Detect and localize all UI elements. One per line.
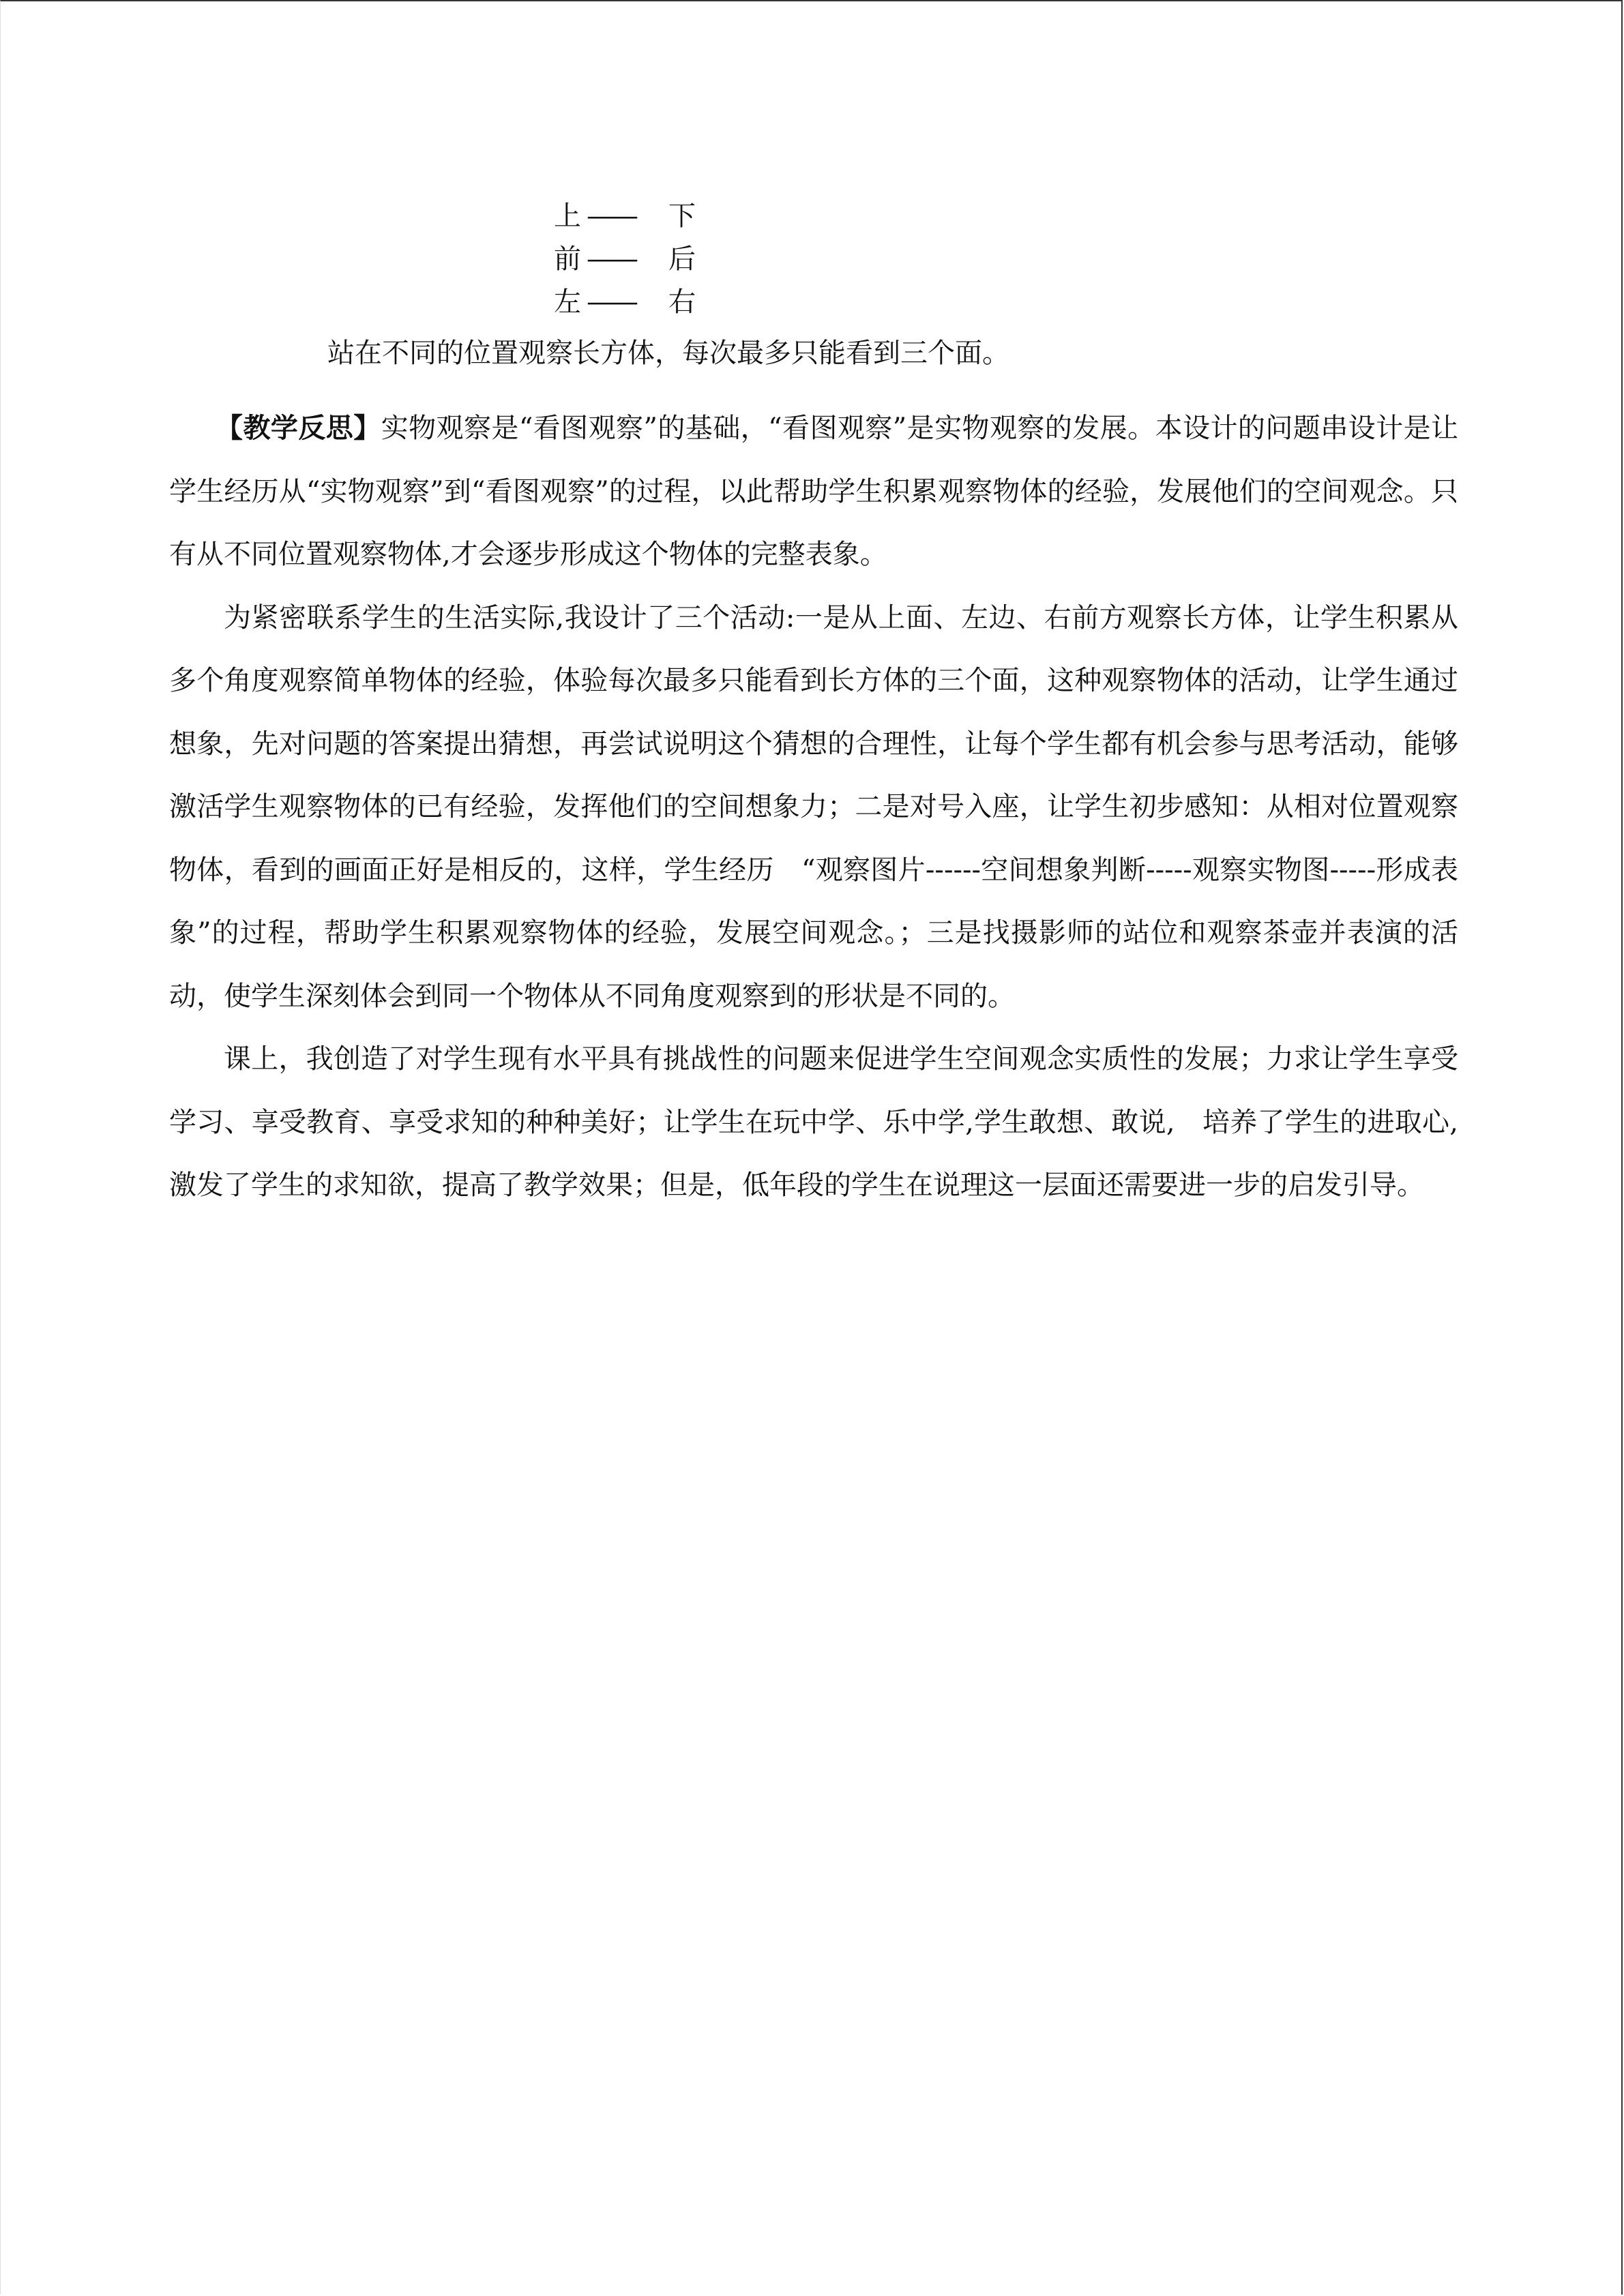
direction-pair	[554, 281, 701, 324]
pair-dash: ——	[587, 286, 636, 318]
reflection-paragraph-1-text: 实物观察是“看图观察”的基础，“看图观察”是实物观察的发展。本设计的问题串设计是让学生经历从“实物观察”到“看图观察”的过程，以此帮助学生积累观察物体的经验，发展他们的空间观念。只有从不同位置观察物体,才会逐步形成这个物体的完整表象。	[169, 413, 1459, 570]
pair-first-word: 前	[554, 243, 581, 275]
reflection-label: 【教学反思】	[216, 412, 381, 444]
direction-pair	[554, 238, 701, 281]
direction-pair	[554, 195, 701, 238]
pair-first-word: 左	[554, 286, 581, 318]
pair-first-word: 上	[554, 200, 581, 232]
reflection-paragraph-2: 为紧密联系学生的生活实际,我设计了三个活动:一是从上面、左边、右前方观察长方体，让学生积累从多个角度观察简单物体的经验，体验每次最多只能看到长方体的三个面，这种观察物体的活动，让学生通过想象，先对问题的答案提出猜想，再尝试说明这个猜想的合理性，让每个学生都有机会参与思考活动，能够激活学生观察物体的已有经验，发挥他们的空间想象力；二是对号入座，让学生初步感知：从相对位置观察物体，看到的画面正好是相反的，这样，学生经历 “观察图片------空间想象判断-----观察实物图-----形成表象”的过程，帮助学生积累观察物体的经验，发展空间观念。；三是找摄影师的站位和观察茶壶并表演的活动，使学生深刻体会到同一个物体从不同角度观察到的形状是不同的。	[169, 601, 1458, 1012]
reflection-section	[169, 397, 1458, 1217]
pair-second-word: 右	[668, 286, 696, 318]
direction-pair-list	[554, 195, 701, 324]
reflection-paragraph-1	[169, 397, 1458, 586]
pair-second-word: 下	[668, 200, 696, 232]
pair-dash: ——	[587, 243, 636, 275]
reflection-paragraph-3: 课上，我创造了对学生现有水平具有挑战性的问题来促进学生空间观念实质性的发展；力求让学生享受学习、享受教育、享受求知的种种美好；让学生在玩中学、乐中学,学生敢想、敢说, 培养了学生的进取心,激发了学生的求知欲，提高了教学效果；但是，低年段的学生在说理这一层面还需要进一步的启发引导。	[169, 1043, 1458, 1201]
conclusion-sentence: 站在不同的位置观察长方体，每次最多只能看到三个面。	[327, 338, 1009, 369]
pair-dash: ——	[587, 200, 636, 232]
pair-second-word: 后	[668, 243, 696, 275]
